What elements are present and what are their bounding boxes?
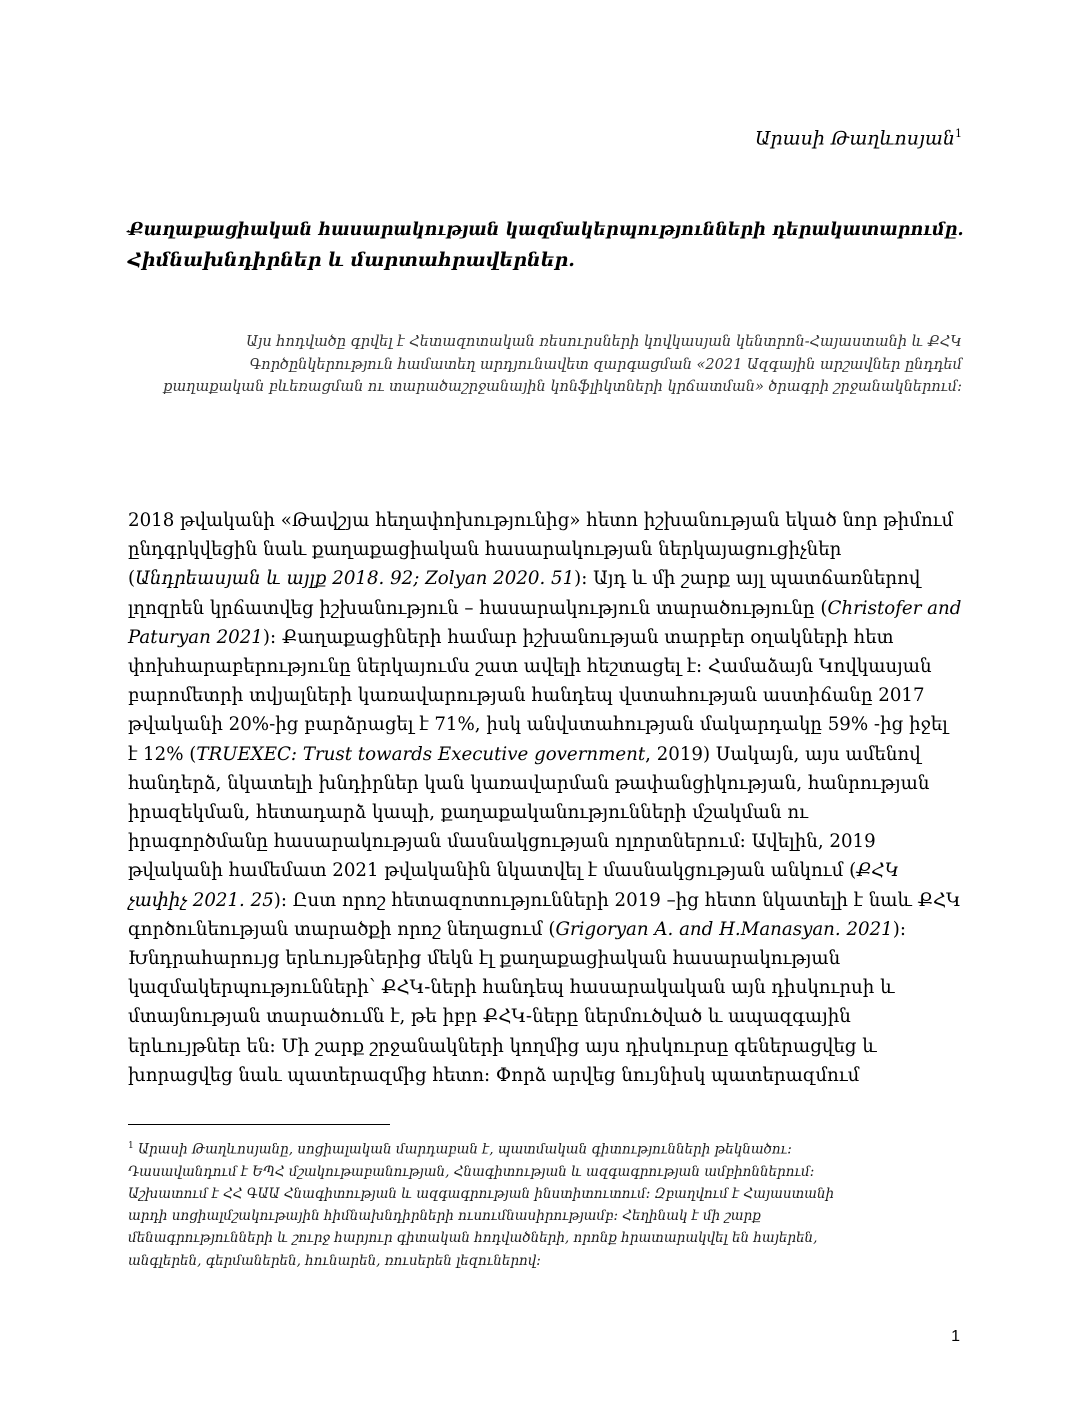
body-line: իրագործմանը հասարակության մասնակցության ոլորտներում: Ավելին, 2019 — [128, 831, 876, 853]
body-text: ): Քաղաքացիների համար իշխանության տարբեր օղակների հետ — [262, 626, 894, 648]
body-line: հանդերձ, նկատելի խնդիրներ կան կառավարման թափանցիկության, հանրության — [128, 772, 930, 794]
body-line: ընդգրկվեցին նաև քաղաքացիական հասարակության ներկայացուցիչներ — [128, 539, 842, 561]
body-text: ): Ըստ որոշ հետազոտությունների 2019 –ից հետո նկատելի է նաև ՔՀԿ — [273, 889, 961, 911]
author-name: Արասի Թաղևոսյան — [754, 127, 955, 150]
body-text: գործունեության տարածքի որոշ նեղացում ( — [128, 918, 556, 940]
footnote-reference: 1 — [955, 127, 962, 140]
footnote-line — [128, 1135, 968, 1161]
body-text: ( — [128, 568, 136, 590]
body-line — [128, 623, 968, 652]
body-line: փոխհարաբերությունը ներկայումս շատ ավելի հեշտացել է: Համաձայն Կովկասյան — [128, 656, 932, 678]
citation: Christofer and — [827, 597, 962, 619]
body-line: կազմակերպությունների՝ ՔՀԿ-ների հանդեպ հասարակական այն դիսկուրսի և — [128, 977, 895, 999]
citation: Paturyan 2021 — [128, 626, 263, 648]
acknowledgement — [162, 331, 962, 399]
citation: TRUEXEC: Trust towards Executive government — [196, 743, 646, 765]
body-line: իրազեկման, հետադարձ կապի, քաղաքականությունների մշակման ու — [128, 802, 808, 824]
page-number: 1 — [951, 1328, 960, 1345]
footnote-line: Աշխատում է ՀՀ ԳԱԱ Հնագիտության և ազգագրության ինստիտուտում: Զբաղվում է Հայաստանի — [128, 1185, 835, 1202]
body-line — [128, 915, 968, 944]
footnote-line: Դասավանդում է ԵՊՀ մշակութաբանության, Հնագիտության և ազգագրության ամբիոններում: — [128, 1163, 815, 1180]
footnote-line: անգլերեն, գերմաներեն, հունարեն, ռուսերեն լեզուներով: — [128, 1252, 541, 1269]
footnote-mark: 1 — [128, 1141, 134, 1151]
body-line: խորացվեց նաև պատերազմից հետո: Փորձ արվեց նույնիսկ պատերազմում — [128, 1064, 860, 1086]
body-text: ): — [892, 918, 906, 940]
body-text: է 12% ( — [128, 743, 197, 765]
body-text: ): Այդ և մի շարք այլ պատճառներով — [574, 568, 921, 590]
body-paragraph — [128, 506, 968, 1090]
body-line — [128, 886, 968, 915]
acknowledgement-line: քաղաքական բևեռացման ու տարածաշրջանային կոնֆլիկտների կրճատման» ծրագրի շրջանակներում: — [163, 379, 962, 395]
title-line: Հիմնախնդիրներ և մարտահրավերներ. — [128, 249, 575, 271]
citation: ՔՀԿ — [856, 860, 900, 882]
body-line: 2018 թվականի «Թավշյա հեղափոխությունից» հետո իշխանության եկած նոր թիմում — [128, 510, 954, 531]
citation: Անդրեասյան և այլք 2018. 92; Zolyan 2020. 51 — [135, 568, 575, 590]
body-line — [128, 564, 968, 593]
body-line: բարոմետրի տվյալների կառավարության հանդեպ վստահության աստիճանը 2017 — [128, 685, 925, 707]
body-line: թվականի 20%-ից բարձրացել է 71%, իսկ անվստահության մակարդակը 59% -ից իջել — [128, 714, 948, 736]
body-line: Խնդրահարույց երևույթներից մեկն էլ քաղաքացիական հասարակության — [128, 948, 841, 970]
footnote-line: արդի սոցիալմշակութային հիմնախնդիրների ուսումնասիրությամբ: Հեղինակ է մի շարք — [128, 1208, 761, 1225]
body-text: լղոզրեն կրճատվեց իշխանություն – հասարակություն տարածությունը ( — [128, 597, 828, 619]
footnote-separator — [128, 1124, 390, 1125]
body-line — [128, 594, 968, 623]
body-line — [128, 856, 968, 885]
body-text: թվականի համեմատ 2021 թվականին նկատվել է մասնակցության անկում ( — [128, 860, 857, 882]
body-line: երևույթներ են: Մի շարք շրջանակների կողմից այս դիսկուրսը գեներացվեց և — [128, 1035, 877, 1057]
document-title — [128, 215, 968, 275]
acknowledgement-line: Այս հոդվածը գրվել է Հետազոտական ռեսուրսների կովկասյան կենտրոն-Հայաստանի և ՔՀԿ — [246, 334, 962, 350]
footnote-text: Արասի Թաղևոսյանը, սոցիալական մարդաբան է, պատմական գիտությունների թեկնածու: — [138, 1141, 792, 1158]
footnote-line: մենագրությունների և շուրջ հարյուր գիտական հոդվածների, որոնք հրատարակվել են հայերեն, — [128, 1230, 818, 1247]
title-line: Քաղաքացիական հասարակության կազմակերպությունների դերակատարումը. — [128, 220, 964, 240]
author-line — [755, 127, 962, 149]
body-text: , 2019) Սակայն, այս ամենով — [645, 743, 921, 765]
citation: չափիչ 2021. 25 — [128, 889, 274, 911]
body-line: մտայնության տարածումն է, թե իբր ՔՀԿ-ները ներմուծված և ապազգային — [128, 1006, 851, 1028]
body-line — [128, 740, 968, 769]
acknowledgement-line: Գործընկերություն համատեղ արդյունավետ զարգացման «2021 Ազգային արշավներ ընդդեմ — [249, 356, 962, 373]
citation: Grigoryan A. and H.Manasyan. 2021 — [555, 918, 893, 940]
footnote — [128, 1135, 968, 1272]
